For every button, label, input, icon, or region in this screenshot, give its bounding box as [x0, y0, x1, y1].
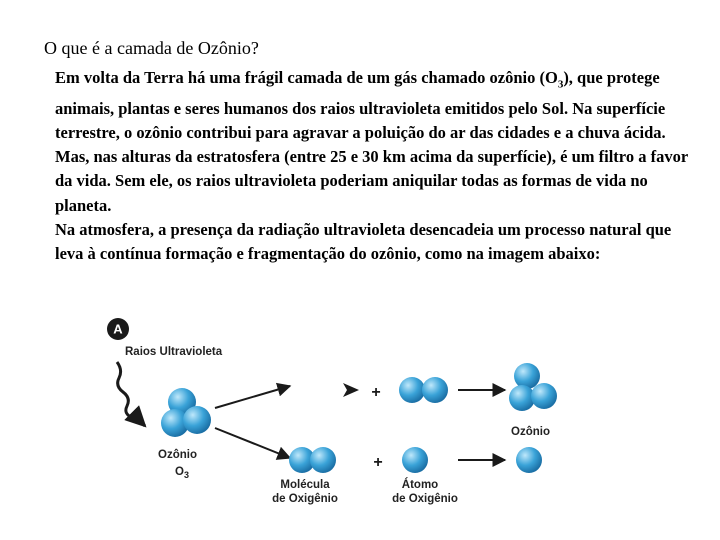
- oxygen-molecule-upper: [399, 377, 448, 403]
- chevron-icon-upper: [343, 383, 359, 397]
- uv-rays-label: Raios Ultravioleta: [125, 346, 223, 358]
- plus-sign-upper: +: [371, 384, 381, 401]
- ozone-cycle-diagram: [95, 310, 615, 530]
- atom-label-line2: de Oxigênio: [392, 493, 458, 505]
- svg-text:A: A: [113, 321, 123, 337]
- ozone-molecule: [161, 388, 211, 437]
- atom-label-line1: Átomo: [401, 479, 439, 491]
- plus-sign-lower: +: [373, 454, 383, 471]
- paragraph-intro: Em volta da Terra há uma frágil camada de um gás chamado ozônio $(O_3)$, que protege animais, plantas e seres humanos dos raios ultravioleta emitidos pelo Sol. Na superfície terrestre, o ozônio contribui para agravar a poluição do ar das cidades e a chuva ácida. Mas, nas alturas da estratosfera (entre 25 e 30 km acima da superfície), é um filtro a favor da vida. Sem ele, os raios ultravioleta poderiam aniquilar todas as formas de vida no planeta.: [55, 68, 688, 215]
- oxygen-atom-result: [516, 447, 542, 473]
- oxygen-molecule-lower: [289, 447, 336, 473]
- page-title: O que é a camada de Ozônio?: [44, 38, 259, 58]
- ozone-label: Ozônio: [158, 449, 197, 461]
- arrow-lower: [215, 428, 290, 458]
- oxygen-atom: [402, 447, 428, 473]
- paragraph-process: Na atmosfera, a presença da radiação ultravioleta desencadeia um processo natural que leva à contínua formação e fragmentação do ozônio, como na imagem abaixo:: [55, 220, 672, 264]
- ozone-formula: $O_3$: [175, 466, 189, 480]
- molecule-label-line1: Molécula: [280, 479, 330, 491]
- ozone-result-label: Ozônio: [511, 426, 550, 438]
- ozone-molecule-result: [509, 363, 557, 411]
- arrow-upper: [215, 386, 290, 408]
- molecule-label-line2: de Oxigênio: [272, 493, 338, 505]
- badge-a: [107, 318, 129, 340]
- uv-wave-icon: [117, 362, 145, 426]
- body-text: [55, 66, 695, 267]
